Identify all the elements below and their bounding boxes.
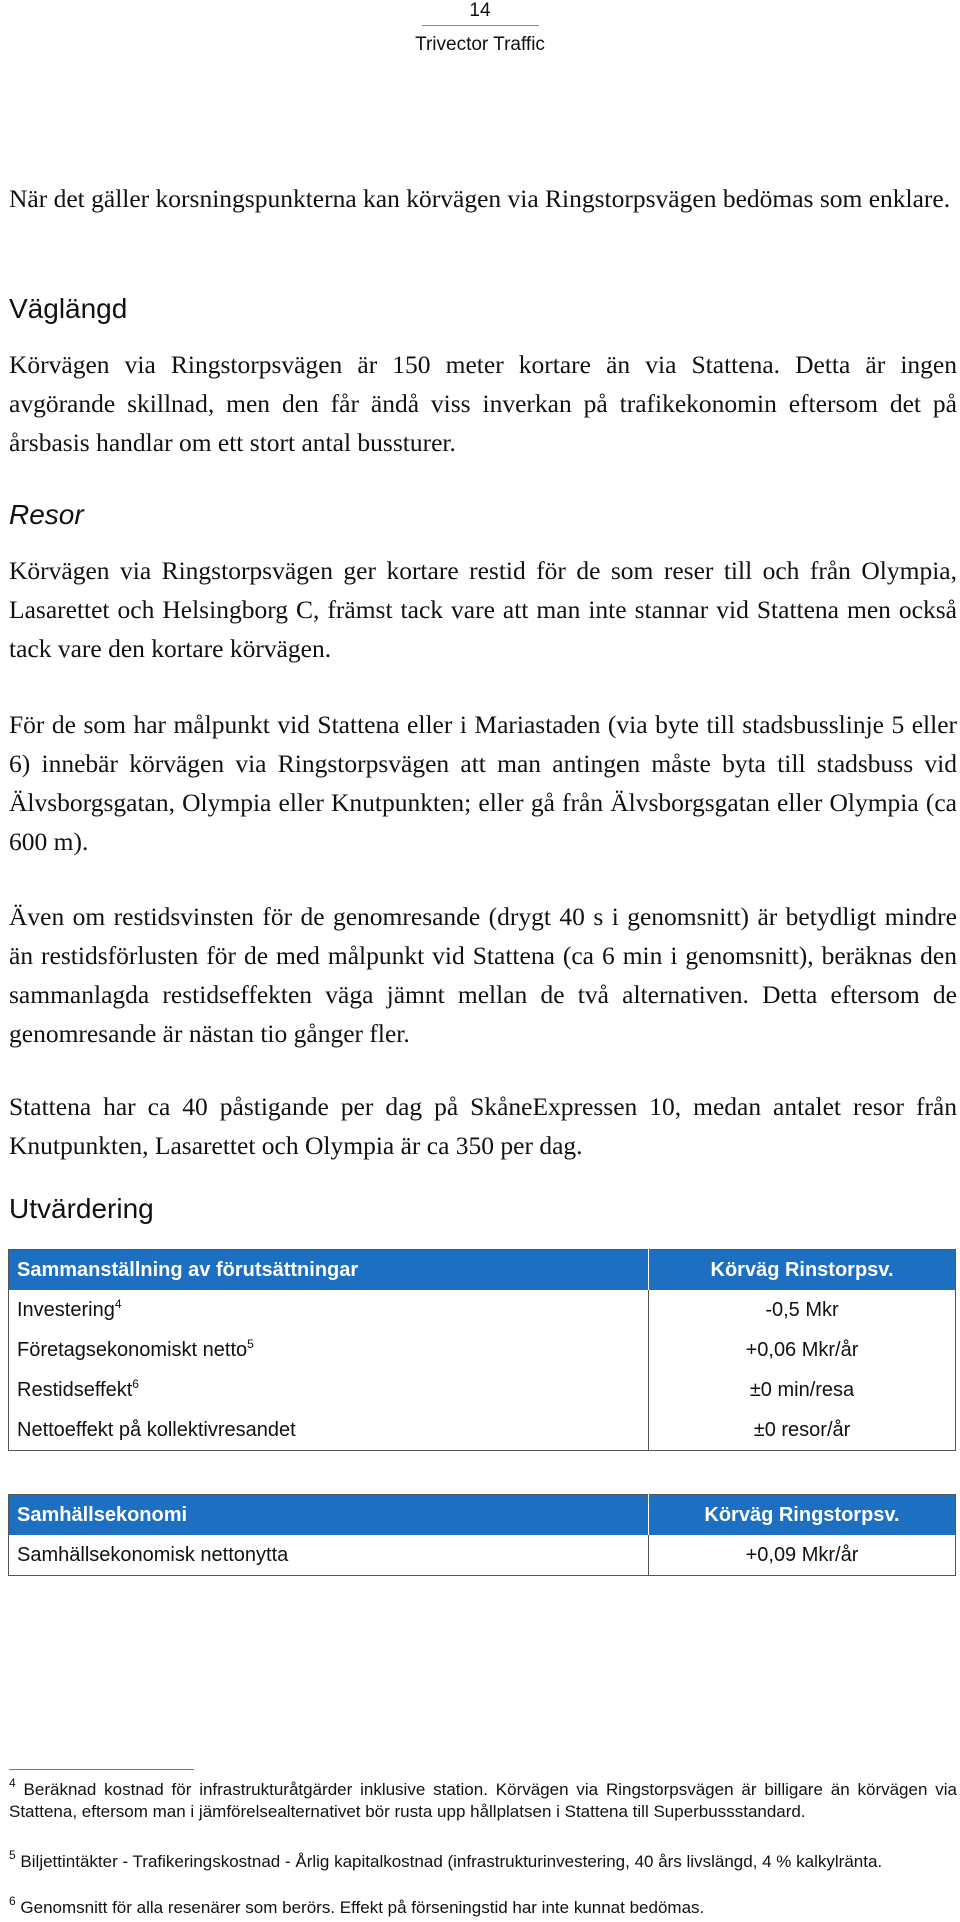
footnote-divider [9,1769,194,1770]
vaglangd-paragraph: Körvägen via Ringstorpsvägen är 150 meter kortare än via Stattena. Detta är ingen avgörande skillnad, men den får ändå viss inverkan på trafikekonomin eftersom det på årsbasis handlar om ett stort antal bussturer. [9,350,957,457]
footnote-text: Beräknad kostnad för infrastrukturåtgärder inklusive station. Körvägen via Ringstorpsvägen är billigare än körvägen via Stattena, eftersom man i jämförelsealternativet bör rusta upp hållplatsen i Stattena till Superbussstandard. [9,1780,957,1821]
intro-block [9,179,957,218]
table-header-value: Körväg Ringstorpsv. [649,1495,956,1536]
utvardering-heading-block [9,1192,957,1226]
footnote-text: Biljettintäkter - Trafikeringskostnad - Årlig kapitalkostnad (infrastrukturinvestering, 40 års livslängd, 4 % kalkylränta. [20,1852,883,1871]
organization-name: Trivector Traffic [415,34,545,55]
table-header-row [9,1495,956,1536]
footnote-number: 4 [9,1776,16,1790]
row-value: -0,5 Mkr [649,1290,956,1330]
section-heading-resor: Resor [9,499,84,530]
row-value: +0,06 Mkr/år [649,1330,956,1370]
table-header-row [9,1250,956,1291]
table-header-label: Sammanställning av förutsättningar [9,1250,649,1291]
resor-heading-block [9,498,957,532]
row-label: Samhällsekonomisk nettonytta [17,1543,289,1566]
footnote-number: 6 [9,1894,16,1908]
resor-paragraph: Även om restidsvinsten för de genomresande (drygt 40 s i genomsnitt) är betydligt mindre än restidsförlusten för de med målpunkt vid Stattena (ca 6 min i genomsnitt), beräknas den sammanlagda restidseffekten väga jämnt mellan de två alternativen. Detta eftersom de genomresande är nästan tio gånger fler. [9,902,957,1048]
table-row [9,1290,956,1330]
footnote [9,1776,957,1823]
row-value: +0,09 Mkr/år [649,1535,956,1576]
resor-paragraph-3-block [9,897,957,1053]
resor-paragraph: Stattena har ca 40 påstigande per dag på SkåneExpressen 10, medan antalet resor från Knutpunkten, Lasarettet och Olympia är ca 350 per dag. [9,1092,957,1160]
row-label: Företagsekonomiskt netto$^5$ [17,1336,254,1361]
table-row [9,1370,956,1410]
resor-paragraph-2-block [9,705,957,861]
section-heading-vaglangd: Väglängd [9,293,128,324]
table-row [9,1535,956,1576]
row-label: Investering$^4$ [17,1296,122,1321]
resor-paragraph: Körvägen via Ringstorpsvägen ger kortare restid för de som reser till och från Olympia, Lasarettet och Helsingborg C, främst tack vare att man inte stannar vid Stattena men också tack vare den kortare körvägen. [9,556,957,663]
intro-paragraph: När det gäller korsningspunkterna kan körvägen via Ringstorpsvägen bedömas som enklare. [9,184,951,213]
row-value: ±0 min/resa [649,1370,956,1410]
socioeconomic-table [8,1494,956,1576]
table-row [9,1330,956,1370]
resor-paragraph-1-block [9,551,957,668]
vaglangd-heading-block [9,292,957,326]
footnote [9,1894,957,1919]
table-header-label: Samhällsekonomi [9,1495,649,1536]
page-number: 14 [469,0,491,21]
footnote [9,1848,957,1873]
row-value: ±0 resor/år [649,1410,956,1451]
vaglangd-block [9,345,957,462]
header-divider [422,25,539,26]
table-header-value: Körväg Rinstorpsv. [649,1250,956,1291]
footnote-text: Genomsnitt för alla resenärer som berörs. Effekt på förseningstid har inte kunnat bedömas. [20,1898,705,1917]
resor-paragraph: För de som har målpunkt vid Stattena eller i Mariastaden (via byte till stadsbusslinje 5 eller 6) innebär körvägen via Ringstorpsvägen att man antingen måste byta till stadsbuss vid Älvsborgsgatan, Olympia eller Knutpunkten; eller gå från Älvsborgsgatan eller Olympia (ca 600 m). [9,710,957,856]
row-label: Nettoeffekt på kollektivresandet [17,1418,296,1441]
assumptions-table [8,1249,956,1451]
section-heading-utvardering: Utvärdering [9,1193,154,1224]
table-row [9,1410,956,1451]
footnote-number: 5 [9,1848,16,1862]
resor-paragraph-4-block [9,1087,957,1165]
row-label: Restidseffekt$^6$ [17,1376,139,1401]
